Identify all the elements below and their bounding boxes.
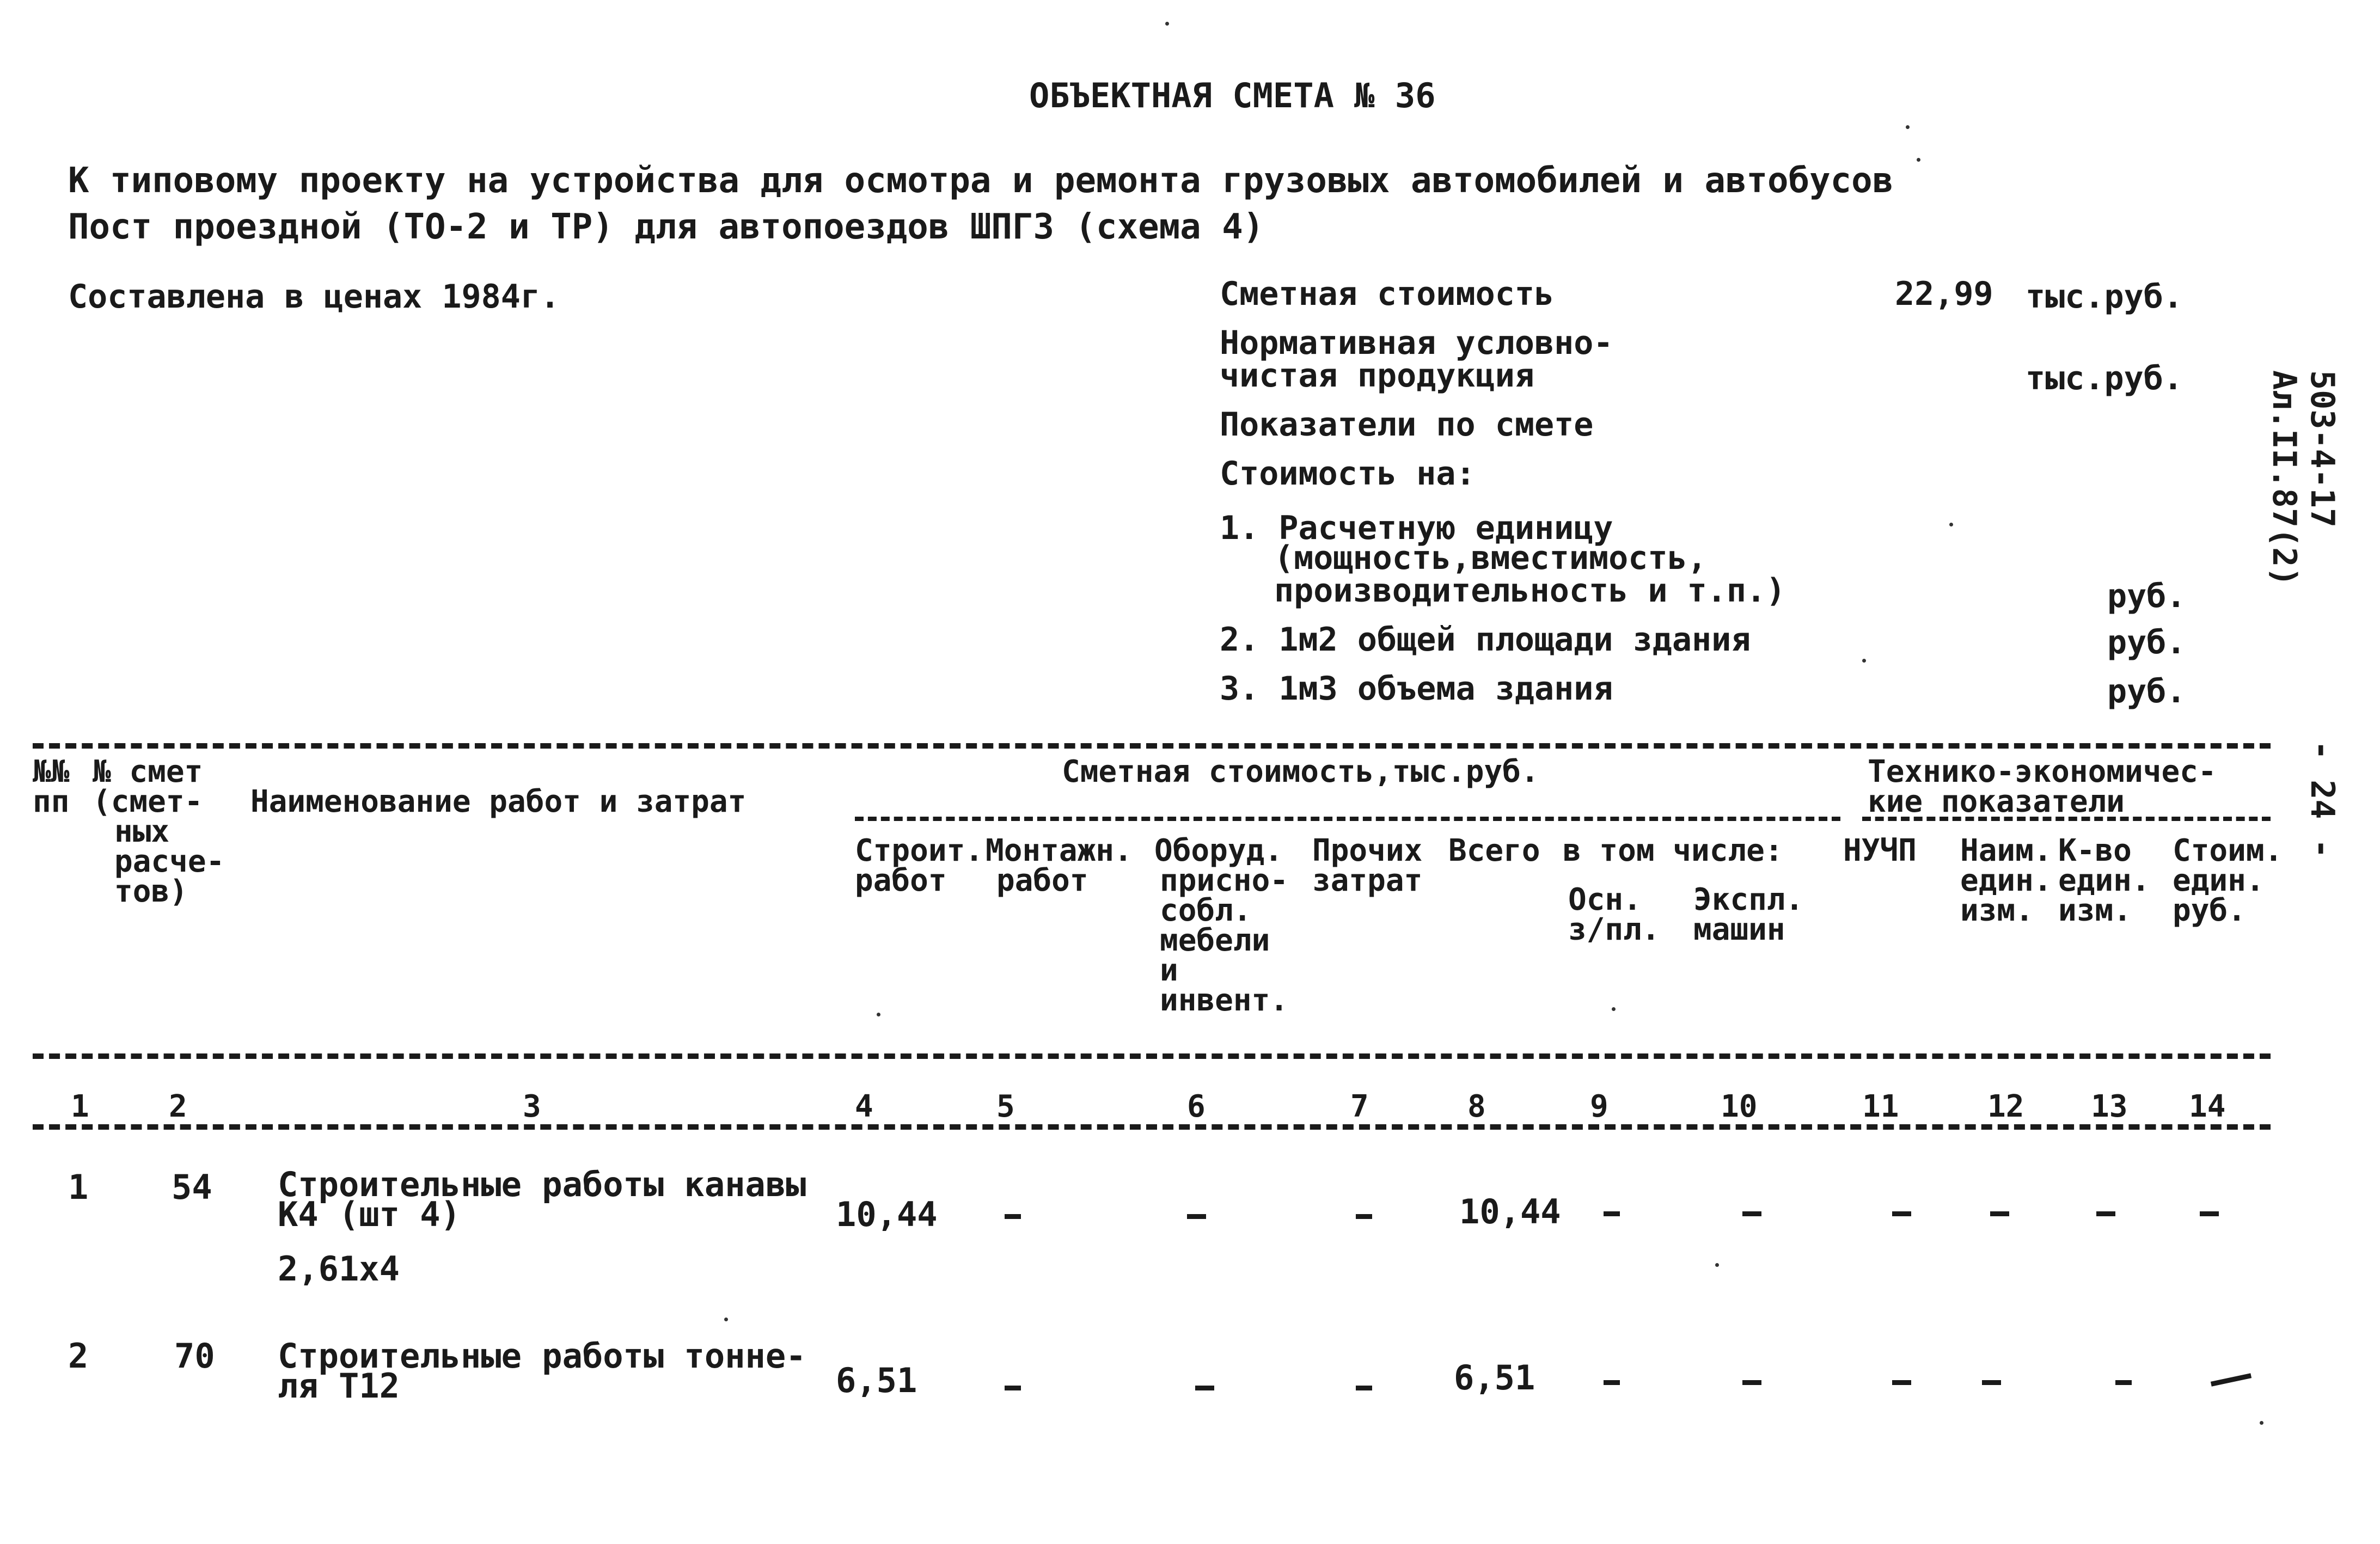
header-equip-4: мебели bbox=[1160, 923, 1270, 958]
col-number: 13 bbox=[2091, 1089, 2128, 1124]
header-other-1: Прочих bbox=[1312, 833, 1423, 868]
header-price-1: Стоим. bbox=[2173, 833, 2283, 868]
header-est-3: ных bbox=[114, 814, 170, 849]
header-qty-3: изм. bbox=[2058, 893, 2132, 928]
estimated-cost-value: 22,99 bbox=[1895, 275, 1993, 313]
header-total: Всего bbox=[1448, 833, 1540, 868]
summary-item-1-line-3: производительность и т.п.) bbox=[1274, 572, 1786, 610]
margin-code: 503-4-17 bbox=[2303, 370, 2341, 528]
row-empty-dash bbox=[2200, 1211, 2219, 1216]
col-number: 11 bbox=[1862, 1089, 1899, 1124]
col-number: 12 bbox=[1987, 1089, 2024, 1124]
header-num-2: пп bbox=[33, 784, 70, 819]
row-empty-dash bbox=[1742, 1211, 1761, 1216]
scan-speck bbox=[1917, 158, 1920, 162]
estimated-cost-unit: тыс.руб. bbox=[2026, 278, 2183, 316]
scan-speck bbox=[724, 1318, 728, 1321]
summary-item-2-unit: руб. bbox=[2107, 623, 2186, 661]
row-name-line-3: 2,61х4 bbox=[278, 1249, 400, 1289]
row-build-cost: 6,51 bbox=[836, 1361, 917, 1400]
row-empty-dash bbox=[1892, 1380, 1911, 1385]
row-empty-dash bbox=[2096, 1211, 2115, 1216]
header-equip-1: Оборуд. bbox=[1154, 833, 1283, 868]
row-empty-dash bbox=[1356, 1386, 1372, 1390]
header-est-2: (смет- bbox=[93, 784, 203, 819]
net-product-unit: тыс.руб. bbox=[2026, 359, 2183, 397]
row-empty-dash bbox=[1990, 1211, 2009, 1216]
header-est-5: тов) bbox=[114, 874, 188, 909]
summary-item-1-line-1: 1. Расчетную единицу bbox=[1220, 509, 1613, 547]
scan-speck bbox=[1165, 22, 1169, 26]
col-number: 7 bbox=[1350, 1089, 1369, 1124]
header-machines-2: машин bbox=[1693, 912, 1785, 947]
header-num-1: №№ bbox=[33, 754, 70, 789]
row-empty-dash bbox=[1742, 1380, 1761, 1385]
row-number: 2 bbox=[68, 1336, 89, 1376]
margin-album: Ал.II.87(2) bbox=[2265, 370, 2303, 587]
header-est-1: № смет bbox=[93, 754, 203, 789]
row-empty-dash bbox=[1187, 1214, 1206, 1219]
header-equip-6: инвент. bbox=[1160, 983, 1289, 1018]
header-unit-3: изм. bbox=[1960, 893, 2034, 928]
row-empty-dash bbox=[1356, 1214, 1372, 1219]
row-empty-dash bbox=[1195, 1386, 1214, 1390]
estimated-cost-label: Сметная стоимость bbox=[1220, 275, 1555, 313]
col-number: 1 bbox=[71, 1089, 89, 1124]
net-product-label-2: чистая продукция bbox=[1220, 357, 1534, 395]
header-price-3: руб. bbox=[2173, 893, 2246, 928]
header-unit-1: Наим. bbox=[1960, 833, 2052, 868]
row-estimate: 70 bbox=[174, 1336, 215, 1376]
row-empty-dash bbox=[1892, 1211, 1911, 1216]
row-empty-dash bbox=[1005, 1214, 1021, 1219]
scan-speck bbox=[2260, 1421, 2263, 1425]
col-number: 6 bbox=[1187, 1089, 1206, 1124]
header-tech-2: кие показатели bbox=[1868, 784, 2125, 819]
header-other-2: затрат bbox=[1312, 863, 1423, 898]
header-cost-group: Сметная стоимость,тыс.руб. bbox=[1062, 754, 1539, 789]
cost-for-label: Стоимость на: bbox=[1220, 455, 1476, 493]
net-product-label-1: Нормативная условно- bbox=[1220, 324, 1613, 362]
col-number: 2 bbox=[169, 1089, 187, 1124]
summary-item-3: 3. 1м3 объема здания bbox=[1220, 670, 1613, 708]
header-nuchp: НУЧП bbox=[1843, 833, 1917, 868]
prices-note: Составлена в ценах 1984г. bbox=[68, 278, 560, 316]
col-number: 4 bbox=[855, 1089, 873, 1124]
header-equip-5: и bbox=[1160, 953, 1178, 988]
table-header-bottom-rule bbox=[33, 1053, 2271, 1059]
scan-speck bbox=[1949, 523, 1953, 526]
document-title: ОБЪЕКТНАЯ СМЕТА № 36 bbox=[1029, 76, 1436, 115]
row-empty-dash bbox=[1604, 1380, 1620, 1385]
header-equip-3: собл. bbox=[1160, 893, 1252, 928]
row-total-cost: 6,51 bbox=[1454, 1358, 1535, 1398]
page-marker: - 24 - bbox=[2303, 740, 2341, 859]
summary-item-3-unit: руб. bbox=[2107, 672, 2186, 710]
col-number: 5 bbox=[996, 1089, 1015, 1124]
row-empty-dash bbox=[2211, 1373, 2251, 1386]
header-incl: в том числе: bbox=[1563, 833, 1783, 868]
row-name-line-1: Строительные работы тонне- bbox=[278, 1336, 806, 1376]
row-name-line-1: Строительные работы канавы bbox=[278, 1165, 806, 1204]
col-number: 8 bbox=[1467, 1089, 1486, 1124]
scan-speck bbox=[1862, 659, 1866, 663]
col-number: 9 bbox=[1590, 1089, 1608, 1124]
row-empty-dash bbox=[1005, 1386, 1021, 1390]
col-number: 14 bbox=[2189, 1089, 2226, 1124]
header-wages-2: з/пл. bbox=[1568, 912, 1660, 947]
row-estimate: 54 bbox=[172, 1167, 212, 1207]
summary-item-2: 2. 1м2 общей площади здания bbox=[1220, 621, 1751, 659]
header-mount-1: Монтажн. bbox=[986, 833, 1133, 868]
header-name: Наименование работ и затрат bbox=[250, 784, 747, 819]
row-number: 1 bbox=[68, 1167, 89, 1207]
header-cost-rule bbox=[855, 817, 1840, 821]
row-name-line-2: ля Т12 bbox=[278, 1366, 400, 1406]
scan-speck bbox=[1715, 1263, 1719, 1267]
scan-speck bbox=[1612, 1007, 1616, 1011]
summary-item-1-line-2: (мощность,вместимость, bbox=[1274, 539, 1707, 577]
project-description: К типовому проекту на устройства для осмотра и ремонта грузовых автомобилей и автобусов bbox=[68, 161, 1894, 201]
row-build-cost: 10,44 bbox=[836, 1194, 938, 1234]
header-qty-2: един. bbox=[2058, 863, 2150, 898]
header-equip-2: присно- bbox=[1160, 863, 1289, 898]
indicators-label: Показатели по смете bbox=[1220, 406, 1594, 444]
header-build-2: работ bbox=[855, 863, 947, 898]
summary-item-1-unit: руб. bbox=[2107, 577, 2186, 615]
header-machines-1: Экспл. bbox=[1693, 882, 1804, 917]
col-number: 10 bbox=[1721, 1089, 1758, 1124]
row-empty-dash bbox=[2115, 1380, 2132, 1385]
header-price-2: един. bbox=[2173, 863, 2265, 898]
header-build-1: Строит. bbox=[855, 833, 984, 868]
header-unit-2: един. bbox=[1960, 863, 2052, 898]
column-numbers-rule bbox=[33, 1124, 2271, 1130]
row-name-line-2: К4 (шт 4) bbox=[278, 1194, 461, 1234]
post-description: Пост проездной (ТО-2 и ТР) для автопоездов ШПГЗ (схема 4) bbox=[68, 207, 1264, 247]
header-tech-rule bbox=[1862, 817, 2271, 821]
header-est-4: расче- bbox=[114, 844, 225, 879]
row-empty-dash bbox=[1982, 1380, 2001, 1385]
header-wages-1: Осн. bbox=[1568, 882, 1642, 917]
scan-speck bbox=[877, 1013, 880, 1016]
header-qty-1: К-во bbox=[2058, 833, 2132, 868]
col-number: 3 bbox=[523, 1089, 541, 1124]
header-mount-2: работ bbox=[996, 863, 1088, 898]
scan-speck bbox=[1906, 125, 1910, 129]
row-total-cost: 10,44 bbox=[1459, 1192, 1561, 1231]
table-top-rule bbox=[33, 743, 2271, 749]
row-empty-dash bbox=[1604, 1211, 1620, 1216]
header-tech-1: Технико-экономичес- bbox=[1868, 754, 2217, 789]
